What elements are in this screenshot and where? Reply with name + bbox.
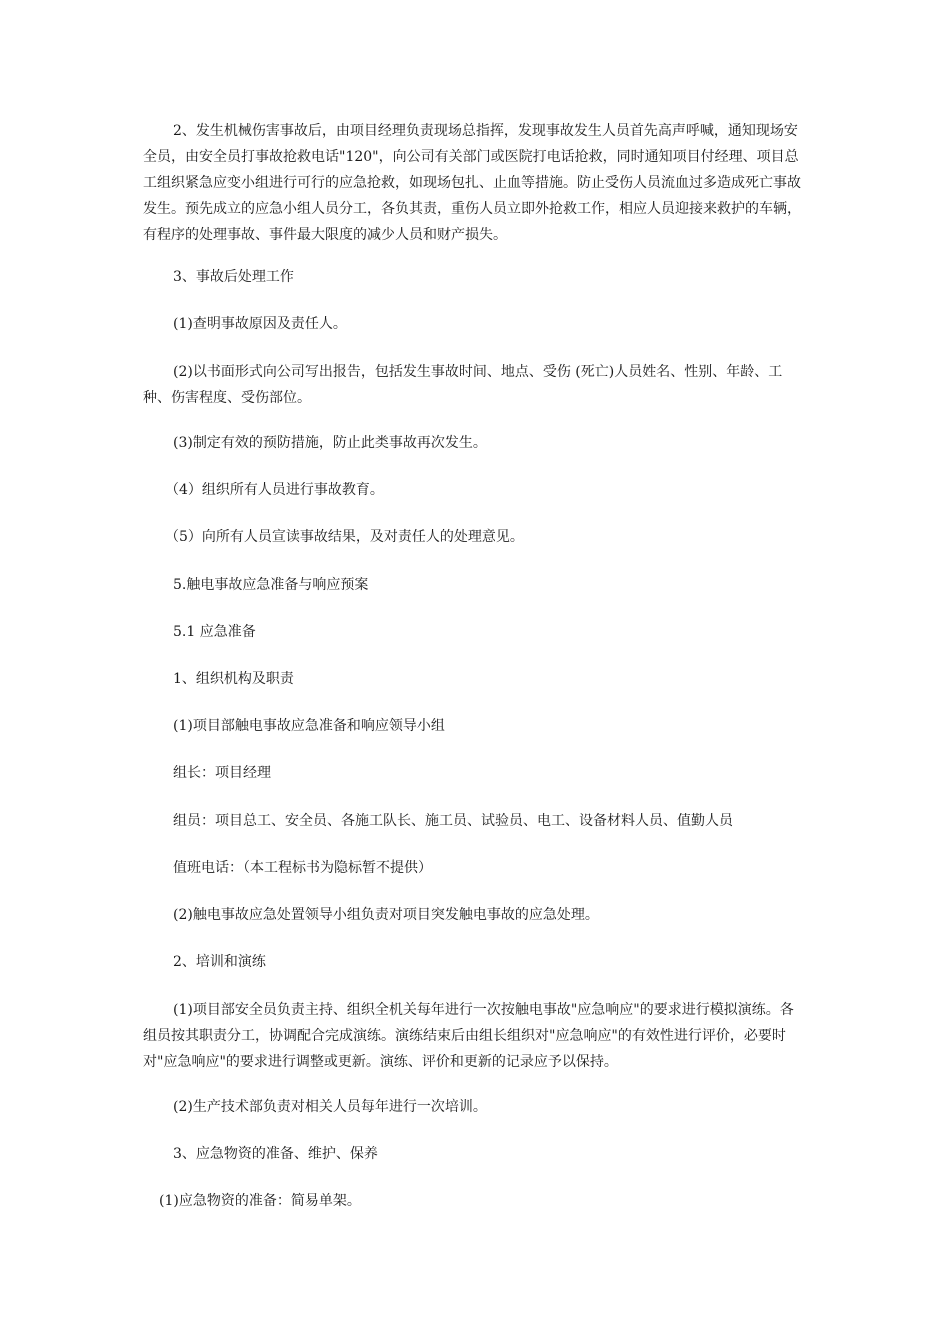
list-item-leadership-responsibility: (2)触电事故应急处置领导小组负责对项目突发触电事故的应急处理。 [173, 907, 599, 923]
list-item-leadership-group: (1)项目部触电事故应急准备和响应领导小组 [173, 718, 445, 734]
heading-training-and-drills: 2、培训和演练 [173, 954, 266, 970]
text-duty-phone: 值班电话：（本工程标书为隐标暂不提供） [173, 860, 432, 876]
list-item-accident-education: （4）组织所有人员进行事故教育。 [165, 482, 384, 498]
heading-post-accident-handling: 3、事故后处理工作 [173, 269, 294, 285]
list-item-written-report: (2)以书面形式向公司写出报告，包括发生事故时间、地点、受伤 (死亡)人员姓名、性别、年龄、工种、伤害程度、受伤部位。 [143, 364, 783, 406]
list-item-preventive-measures: (3)制定有效的预防措施，防止此类事故再次发生。 [173, 435, 487, 451]
heading-organization-and-duties: 1、组织机构及职责 [173, 671, 294, 687]
text-group-leader: 组长：项目经理 [173, 765, 271, 781]
subsection-heading-emergency-preparation: 5.1 应急准备 [173, 624, 256, 640]
heading-emergency-supplies: 3、应急物资的准备、维护、保养 [173, 1146, 378, 1162]
text-group-members: 组员：项目总工、安全员、各施工队长、施工员、试验员、电工、设备材料人员、值勤人员 [173, 813, 733, 829]
list-item-supply-preparation: (1)应急物资的准备：简易单架。 [159, 1193, 361, 1209]
list-item-annual-training: (2)生产技术部负责对相关人员每年进行一次培训。 [173, 1099, 487, 1115]
list-item-announce-results: （5）向所有人员宣读事故结果，及对责任人的处理意见。 [165, 529, 524, 545]
list-item-investigate-cause: (1)查明事故原因及责任人。 [173, 316, 347, 332]
paragraph-mechanical-injury-response: 2、发生机械伤害事故后，由项目经理负责现场总指挥，发现事故发生人员首先高声呼喊，通知现场安全员，由安全员打事故抢救电话"120"，向公司有关部门或医院打电话抢救，同时通知项目付经理、项目总工组织紧急应变小组进行可行的应急抢救，如现场包扎、止血等措施。防止受伤人员流血过多造成死亡事故发生。预先成立的应急小组人员分工，各负其责，重伤人员立即外抢救工作，相应人员迎接来救护的车辆，有程序的处理事故、事件最大限度的减少人员和财产损失。 [143, 123, 801, 243]
list-item-drill-organization: (1)项目部安全员负责主持、组织全机关每年进行一次按触电事故"应急响应"的要求进行模拟演练。各组员按其职责分工，协调配合完成演练。演练结束后由组长组织对"应急响应"的有效性进行评价，必要时对"应急响应"的要求进行调整或更新。演练、评价和更新的记录应予以保持。 [143, 1002, 794, 1070]
section-heading-electric-shock-plan: 5.触电事故应急准备与响应预案 [173, 577, 369, 593]
